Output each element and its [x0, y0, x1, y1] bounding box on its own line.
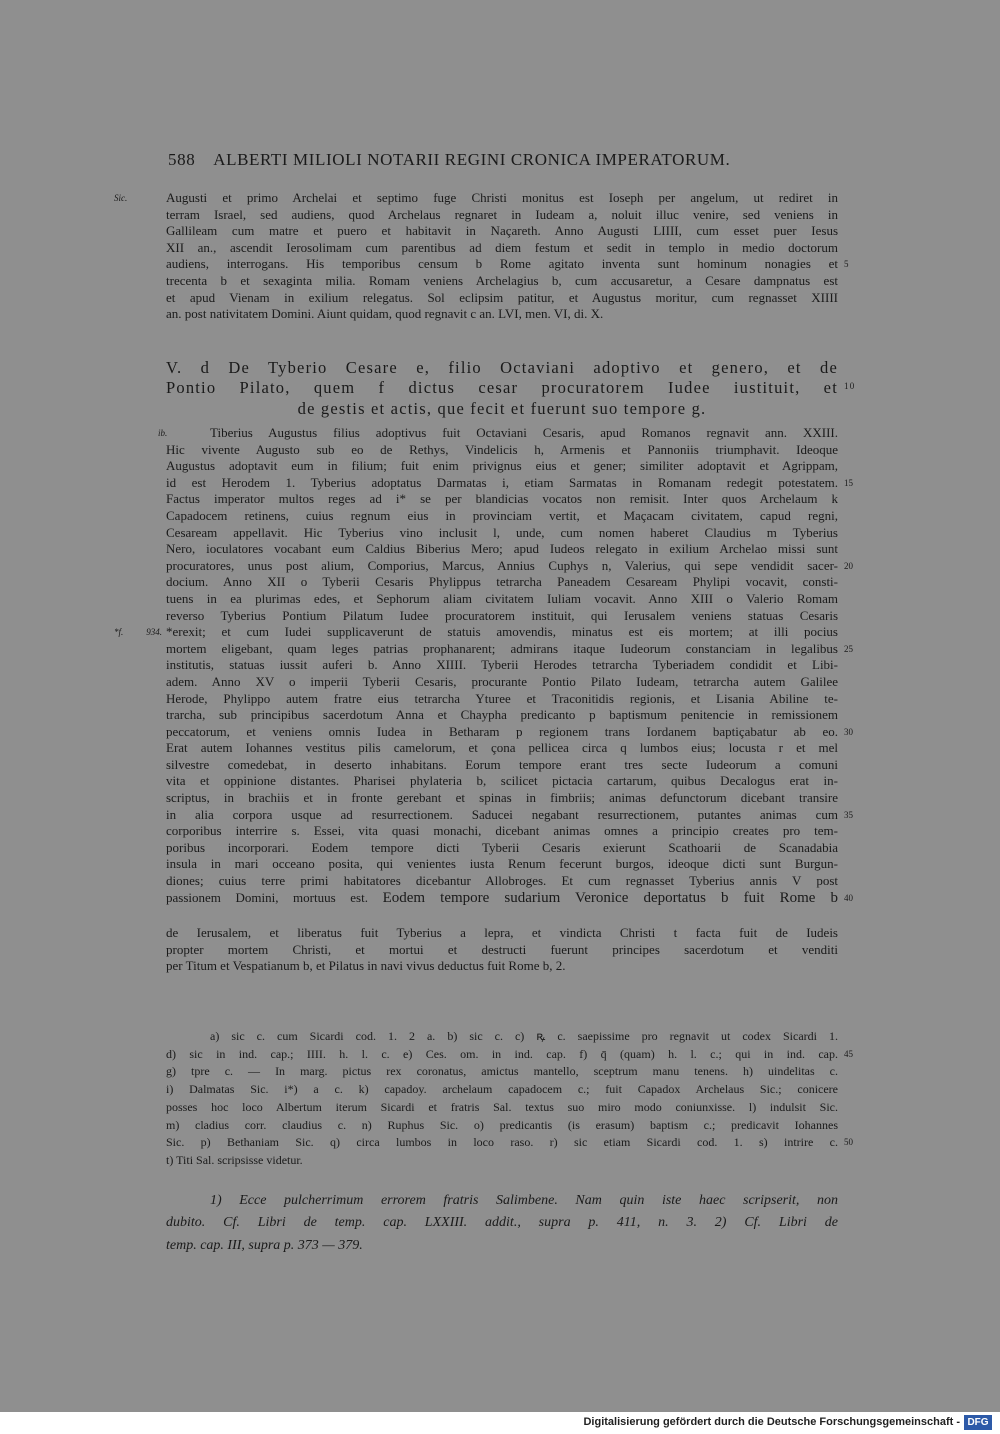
block1-line-text: audiens, interrogans. His temporibus censum b Rome agitato inventa sunt hominum nonagies et: [166, 256, 838, 272]
line-number: 5: [844, 259, 849, 270]
heading-line: [166, 399, 838, 419]
block2-line-text: adem. Anno XV o imperii Tyberii Cesaris, procurante Pontio Pilato Iudeam, tetrarcha autem Galilee: [166, 673, 838, 689]
notes-line-text: posses hoc loco Albertum iterum Sicardi et fratris Sal. textus suo miro modo coniunxisse. l) indulsit Sic.: [166, 1099, 838, 1114]
footnotes-line: [166, 1212, 838, 1234]
block1-line-text: Augusti et primo Archelai et septimo fuge Christi monitus est Ioseph per angelum, ut rediret in: [166, 190, 838, 205]
block2-line: [166, 806, 853, 824]
heading-line-text: de gestis et actis, que fecit et fuerunt suo tempore g.: [297, 398, 707, 418]
heading-line-text: Pontio Pilato, quem f dictus cesar procuratorem Iudee iustituit, et: [166, 378, 838, 398]
block2-line: [166, 740, 838, 757]
line-number: 30: [844, 726, 853, 737]
block2-line-text: docium. Anno XII o Tyberii Cesaris Phylippus tetrarcha Paneadem Cesaream Phylipi vocavit, consti-: [166, 574, 838, 590]
block1-line-text: an. post nativitatem Domini. Aiunt quidam, quod regnavit c an. LVI, men. VI, di. X.: [166, 306, 604, 322]
block2-line: [166, 707, 838, 724]
notes-line: [166, 1063, 838, 1081]
block2-line: [166, 442, 838, 459]
block2-line-text: Hic vivente Augusto sub eo de Rethys, Vindelicis h, Armenis et Pannoniis triumphavit. Ideoque: [166, 441, 838, 457]
block2-line-text: scriptus, in brachiis et in fronte gerebant et spinas in fimbriis; animas defunctorum dicebant transire: [166, 790, 838, 806]
block3-line-text: propter mortem Christi, et mortui et destructi fuerunt principes sacerdotum et venditi: [166, 941, 838, 957]
page-header: [168, 150, 768, 170]
block2-line: [166, 674, 838, 691]
block1-line: [166, 256, 849, 273]
footnotes: [166, 1190, 838, 1257]
dfg-logo-icon: DFG: [964, 1415, 992, 1430]
notes-line: [166, 1028, 838, 1046]
block1-line: [166, 290, 838, 307]
block2-line: [166, 856, 838, 873]
text-block-1: [114, 190, 849, 323]
notes-line: [166, 1081, 838, 1099]
block2-line-text: reverso Tyberius Pontium Pilatum Iudee procuratorem instituit, qui Ierusalem veniens statuas Cesaris: [166, 607, 838, 623]
block2-line: [166, 608, 838, 625]
notes-line: [166, 1046, 853, 1064]
text-block-2: [114, 425, 853, 906]
block2-line: [166, 508, 838, 525]
chapter-heading: [166, 358, 856, 419]
block2-line: [166, 889, 853, 907]
notes-line: [166, 1117, 838, 1135]
block2-line: [166, 640, 853, 658]
block2-line: [166, 491, 838, 508]
page-number: 588: [168, 150, 196, 169]
line-number: 50: [844, 1137, 853, 1148]
notes-line-text: t) Titi Sal. scripsisse videtur.: [166, 1152, 303, 1167]
running-title: ALBERTI MILIOLI NOTARII REGINI CRONICA IMPERATORUM.: [213, 150, 731, 169]
footnotes-line: [166, 1235, 838, 1257]
block2-line-text: in alia corpora usque ad resurrectionem. Saducei negabant resurrectionem, putantes animas cum: [166, 806, 838, 822]
block2-line-text: insula in mari occeano posita, qui venientes iusta Renum fecerunt burgos, ideoque dicti sunt Burgun-: [166, 856, 838, 872]
block2-line-text: Tiberius Augustus filius adoptivus fuit Octaviani Cesaris, apud Romanos regnavit ann. XXIII.: [210, 425, 838, 440]
block1-line: [166, 207, 838, 224]
line-number: 20: [844, 560, 853, 571]
heading-line: [166, 358, 838, 378]
block2-line: [166, 657, 838, 674]
block2-line-tail: Eodem tempore sudarium Veronice deportatus b fuit Rome b: [382, 889, 839, 906]
block2-line: [166, 525, 838, 542]
block1-line-text: terram Israel, sed audiens, quod Archelaus regnaret in Iudeam a, noluit illuc venire, sed veniens in: [166, 206, 838, 222]
block2-line-text: *erexit; et cum Iudei supplicaverunt de statuis amovendis, minatus est eis mortem; at illi pocius: [166, 624, 838, 640]
block3-line: [166, 942, 838, 959]
block1-line-text: XII an., ascendit Ierosolimam cum parentibus ad diem festum et sedit in templo in medio doctorum: [166, 239, 838, 255]
footnotes-line-text: dubito. Cf. Libri de temp. cap. LXXIII. addit., supra p. 411, n. 3. 2) Cf. Libri de: [166, 1215, 838, 1231]
block2-line-text: Nero, ioculatores vocabant eum Caldius Biberius Mero; apud Iudeos relegato in exilium Archelao missi sunt: [166, 541, 838, 557]
block2-line: [166, 574, 838, 591]
block2-line-text: institutis, statuas iussit auferi b. Anno XIIII. Tyberii Herodes tetrarcha Tyberiadem condidit et Libi-: [166, 657, 838, 673]
footnotes-line: [166, 1190, 838, 1212]
block2-line: [166, 458, 838, 475]
block1-line: [166, 240, 838, 257]
block2-line: [166, 790, 838, 807]
block2-line: [166, 557, 853, 575]
line-number: 15: [844, 477, 853, 488]
funding-banner: [0, 1412, 1000, 1434]
block1-line-text: Gallileam cum matre et puero et habitavit in Naçareth. Anno Augusti LIIII, cum esset puer Iesus: [166, 223, 838, 239]
notes-line-text: i) Dalmatas Sic. i*) a c. k) capadoy. archelaum capadocem c.; fuit Capadox Archelaus Sic.; conicere: [166, 1082, 838, 1097]
block1-line: [166, 223, 838, 240]
block2-line-text: vita et oppinione distantes. Pharisei phylateria b, scilicet pictacia cartarum, quibus Decalogus erat in-: [166, 773, 838, 789]
block3-line-text: de Ierusalem, et liberatus fuit Tyberius a lepra, et vindicta Christi t facta fuit de Iudeis: [166, 925, 838, 940]
footnotes-line-text: temp. cap. III, supra p. 373 — 379.: [166, 1237, 363, 1253]
line-number: 40: [844, 892, 853, 903]
line-number: 25: [844, 643, 853, 654]
notes-line-text: Sic. p) Bethaniam Sic. q) circa lumbos in loco raso. r) sic etiam Sicardi cod. 1. s) intrire c.: [166, 1135, 838, 1150]
block3-line: [166, 925, 838, 942]
block2-line: [166, 773, 838, 790]
block1-line: [166, 306, 838, 323]
block2-line-text: peccatorum, et veniens omnis Iudea in Betharam p regionem trans Iordanem baptiçabatur ab eo.: [166, 723, 838, 739]
block2-line-text: corporibus interrire s. Essei, vita quasi monachi, dicebant animas omnes a principio creates pro tem-: [166, 823, 838, 839]
footnotes-line-text: 1) Ecce pulcherrimum errorem fratris Salimbene. Nam quin iste haec scripserit, non: [210, 1193, 838, 1208]
block2-line: [166, 840, 838, 857]
line-number: 45: [844, 1048, 853, 1059]
notes-line-text: a) sic c. cum Sicardi cod. 1. 2 a. b) sic c. c) ꝶ c. saepissime pro regnavit ut codex Sicardi 1.: [210, 1029, 838, 1043]
block3-line: [166, 958, 838, 975]
block2-line-text: silvestre comedebat, in deserto inhabitans. Eorum tempore erant tres secte Iudeorum a comuni: [166, 756, 838, 772]
block2-line-text: poribus incorporari. Eodem tempore dicti Tyberii Cesaris exierunt Scathoarii de Scanadabia: [166, 839, 838, 855]
notes-line: [166, 1099, 838, 1117]
block2-line: [166, 757, 838, 774]
critical-apparatus: [166, 1028, 853, 1170]
block2-line-text: mortem eligebant, quam leges patrias prophanarent; admirans itaque Iudeorum constanciam in legalibus: [166, 640, 838, 656]
line-number: 35: [844, 809, 853, 820]
block2-line: [166, 823, 838, 840]
block2-line-text: passionem Domini, mortuus est.: [166, 889, 368, 905]
notes-line-text: g) tpre c. — In marg. pictus rex coronatus, amictus mantello, sceptrum manu tenens. h) uindelitas c.: [166, 1064, 838, 1079]
block2-line: [166, 723, 853, 741]
block1-line: [114, 190, 838, 207]
block2-line-text: Cesaream appellavit. Hic Tyberius vino inclusit l, unde, cum nomen haberet Claudius m Tyberius: [166, 524, 838, 540]
block2-line: [166, 873, 838, 890]
block2-line-text: Herode, Phylippo autem fratre eius tetrarcha Yturee et Traconitidis regionis, et Lisania Abiline te-: [166, 690, 838, 706]
block2-line-text: id est Herodem 1. Tyberius adoptatus Darmatas i, etiam Sarmatas in Romanam redegit potestatem.: [166, 474, 838, 490]
block2-line: [166, 541, 838, 558]
block2-line-text: Capadocem retinens, cuius regnum eius in provinciam vertit, et Maçacam civitatem, capud regni,: [166, 507, 838, 523]
block2-line-text: Augustus adoptavit eum in filium; fuit enim privignus eius et gener; similiter adoptavit et Agrippam,: [166, 458, 838, 474]
margin-note: ib.: [158, 428, 168, 438]
line-number: 10: [844, 381, 856, 392]
block1-line-text: trecenta b et sexaginta milia. Romam veniens Archelagius b, cum accusaretur, a Cesare dampnatus est: [166, 272, 838, 288]
block2-line-text: diones; cuius terre primi habitatores dicebantur Allobroges. Et cum regnasset Tyberius annis V post: [166, 873, 838, 889]
block2-line-text: tuens in ea plurimas edes, et Sephorum aliam civitatem Iuliam vocavit. Anno XIII o Valerio Romam: [166, 590, 838, 606]
block2-line: [166, 691, 838, 708]
block2-line-text: procuratores, unus post alium, Comporius, Marcus, Annius Cuphys n, Valerius, qui sepe vendidit sacer-: [166, 557, 838, 573]
block2-line-text: Erat autem Iohannes vestitus pilis camelorum, et çona pellicea circa q lumbos eius; locusta r et mel: [166, 740, 838, 756]
funding-text: Digitalisierung gefördert durch die Deutsche Forschungsgemeinschaft -: [583, 1416, 960, 1428]
notes-line-text: d) sic in ind. cap.; IIII. h. l. c. e) Ces. om. in ind. cap. f) q̄ (quam) h. l. c.; qui in ind. cap.: [166, 1046, 838, 1061]
margin-note: Sic.: [114, 193, 128, 203]
notes-line: [166, 1134, 853, 1152]
block2-line-text: Factus imperator multos reges ad i* se per blandicias vocatos non remisit. Inter quos Archelaum k: [166, 491, 838, 507]
text-block-3: [166, 925, 838, 975]
block1-line: [166, 273, 838, 290]
block2-line: [166, 474, 853, 492]
heading-line-text: V. d De Tyberio Cesare e, filio Octaviani adoptivo et genero, et de: [166, 358, 838, 377]
margin-note: *f. 934.: [114, 627, 162, 638]
block3-line-text: per Titum et Vespatianum b, et Pilatus in navi vivus deductus fuit Rome b, 2.: [166, 958, 566, 974]
notes-line-text: m) cladius corr. claudius c. n) Ruphus Sic. o) predicantis (is erasum) baptism c.; predicavit Iohannes: [166, 1117, 838, 1132]
block2-line: [158, 425, 838, 442]
block2-line-text: trarcha, sub principibus sacerdotum Anna et Chaypha predicanto p baptismum penitencie in remissionem: [166, 707, 838, 723]
block2-line: [114, 624, 838, 641]
heading-line: [166, 378, 856, 398]
notes-line: [166, 1152, 838, 1170]
block2-line: [166, 591, 838, 608]
block1-line-text: et apud Vienam in exilium relegatus. Sol eclipsim patitur, et Augustus moritur, cum regnasset XIIII: [166, 289, 838, 305]
